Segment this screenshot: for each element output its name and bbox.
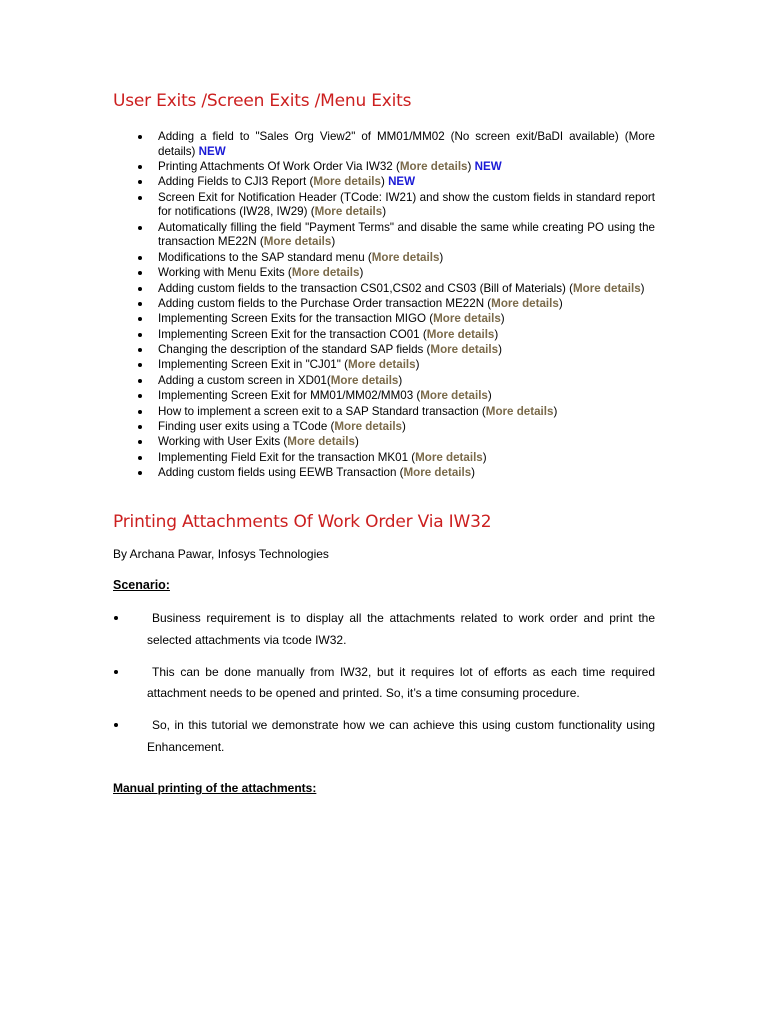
exit-list-item: [158, 389, 655, 404]
item-text-suffix: ): [359, 266, 364, 280]
more-details-link[interactable]: More details: [314, 205, 383, 219]
author-byline: By Archana Pawar, Infosys Technologies: [113, 547, 329, 561]
more-details-link[interactable]: More details: [313, 175, 381, 189]
exit-list-item: [158, 312, 655, 327]
scenario-point: So, in this tutorial we demonstrate how we can achieve this using custom functionality using Enhancement.: [147, 715, 655, 758]
more-details-link[interactable]: More details: [426, 327, 495, 341]
item-text: Implementing Screen Exits for the transaction MIGO (: [158, 312, 434, 326]
item-text-suffix: ): [380, 175, 389, 189]
item-text: How to implement a screen exit to a SAP Standard transaction (: [158, 404, 486, 418]
item-text: Changing the description of the standard SAP fields (: [158, 343, 431, 357]
item-text: Modifications to the SAP standard menu (: [158, 250, 372, 264]
item-text-suffix: ): [471, 466, 476, 480]
item-text-suffix: ): [487, 389, 492, 403]
more-details-link[interactable]: More details: [420, 389, 488, 403]
item-text-suffix: ): [494, 327, 499, 341]
more-details-link[interactable]: More details: [291, 266, 360, 280]
exit-list-item: [158, 160, 655, 175]
more-details-link[interactable]: More details: [371, 250, 440, 264]
item-text-suffix: ): [553, 404, 558, 418]
exit-list-item: [158, 175, 655, 190]
more-details-link[interactable]: More details: [485, 404, 554, 418]
item-text: Implementing Screen Exit for MM01/MM02/MM03 (: [158, 389, 421, 403]
scenario-point: This can be done manually from IW32, but it requires lot of efforts as each time required attachment needs to be opened and printed. So, it’s a time consuming procedure.: [147, 662, 655, 705]
exit-list-item: [158, 435, 655, 450]
exit-list-item: [158, 282, 655, 297]
exit-list-item: [158, 405, 655, 420]
item-text: Adding a custom screen in XD01(: [158, 373, 331, 387]
article-title: Printing Attachments Of Work Order Via IW32: [113, 512, 492, 532]
exit-list-item: [158, 251, 655, 266]
item-text: Printing Attachments Of Work Order Via IW32 (: [158, 159, 400, 173]
exit-list-item: [158, 374, 655, 389]
more-details-link[interactable]: More details: [287, 435, 355, 449]
more-details-link[interactable]: More details: [399, 159, 468, 173]
more-details-link[interactable]: More details: [263, 235, 332, 249]
item-text-suffix: ): [382, 205, 387, 219]
item-text-suffix: ): [498, 343, 502, 357]
section-heading-user-exits: User Exits /Screen Exits /Menu Exits: [113, 91, 412, 111]
item-text: Screen Exit for Notification Header (TCode: IW21) and show the custom fields in standard report for notifications (IW28, IW29) (: [158, 190, 655, 219]
exit-list-item: [158, 328, 655, 343]
exit-list-item: [158, 297, 655, 312]
exit-list-item: [158, 358, 655, 373]
item-text: Automatically filling the field "Payment Terms" and disable the same while creating PO using the transaction ME22N (: [158, 220, 655, 249]
item-text-suffix: ): [402, 420, 406, 434]
exit-list-item: [158, 343, 655, 358]
item-text: Adding Fields to CJI3 Report (: [158, 175, 314, 189]
more-details-link[interactable]: More details: [430, 343, 499, 357]
item-text-suffix: ): [354, 435, 359, 449]
exits-list: [158, 130, 655, 482]
more-details-link[interactable]: More details: [334, 420, 403, 434]
more-details-link[interactable]: More details: [347, 358, 416, 372]
item-text: Adding custom fields to the transaction CS01,CS02 and CS03 (Bill of Materials) (: [158, 281, 573, 295]
item-text-suffix: ): [331, 235, 336, 249]
more-details-link[interactable]: More details: [573, 281, 641, 295]
more-details-link[interactable]: More details: [330, 373, 399, 387]
more-details-link[interactable]: More details: [415, 450, 483, 464]
exit-list-item: [158, 466, 655, 481]
exit-list-item: [158, 130, 655, 159]
more-details-link[interactable]: More details: [491, 296, 559, 310]
item-text: Implementing Screen Exit for the transaction CO01 (: [158, 327, 427, 341]
item-text-suffix: ): [415, 358, 420, 372]
new-badge: NEW: [198, 144, 226, 158]
manual-printing-heading: Manual printing of the attachments:: [113, 781, 317, 795]
new-badge: NEW: [388, 175, 416, 189]
exit-list-item: [158, 266, 655, 281]
item-text: Working with Menu Exits (: [158, 266, 292, 280]
exit-list-item: [158, 420, 655, 435]
item-text: Adding custom fields using EEWB Transaction (: [158, 466, 404, 480]
item-text: Implementing Screen Exit in "CJ01" (: [158, 358, 348, 372]
scenario-list: [147, 608, 655, 769]
scenario-heading: Scenario:: [113, 578, 170, 592]
item-text: Finding user exits using a TCode (: [158, 420, 335, 434]
item-text: Adding custom fields to the Purchase Order transaction ME22N (: [158, 296, 492, 310]
item-text: Working with User Exits (: [158, 435, 288, 449]
exit-list-item: [158, 451, 655, 466]
exit-list-item: [158, 191, 655, 220]
more-details-link[interactable]: More details: [433, 312, 501, 326]
item-text-suffix: ): [467, 159, 475, 173]
item-text-suffix: ): [640, 281, 645, 295]
more-details-link[interactable]: More details: [403, 466, 472, 480]
item-text-suffix: ): [500, 312, 505, 326]
new-badge: NEW: [474, 159, 502, 173]
item-text-suffix: ): [439, 250, 444, 264]
item-text: Implementing Field Exit for the transaction MK01 (: [158, 450, 416, 464]
item-text-suffix: ): [482, 450, 487, 464]
item-text-suffix: ): [558, 296, 563, 310]
scenario-point: Business requirement is to display all the attachments related to work order and print the selected attachments via tcode IW32.: [147, 608, 655, 651]
exit-list-item: [158, 221, 655, 250]
item-text-suffix: ): [398, 373, 403, 387]
item-text: Adding a field to "Sales Org View2" of MM01/MM02 (No screen exit/BaDI available) (More details): [158, 130, 655, 158]
